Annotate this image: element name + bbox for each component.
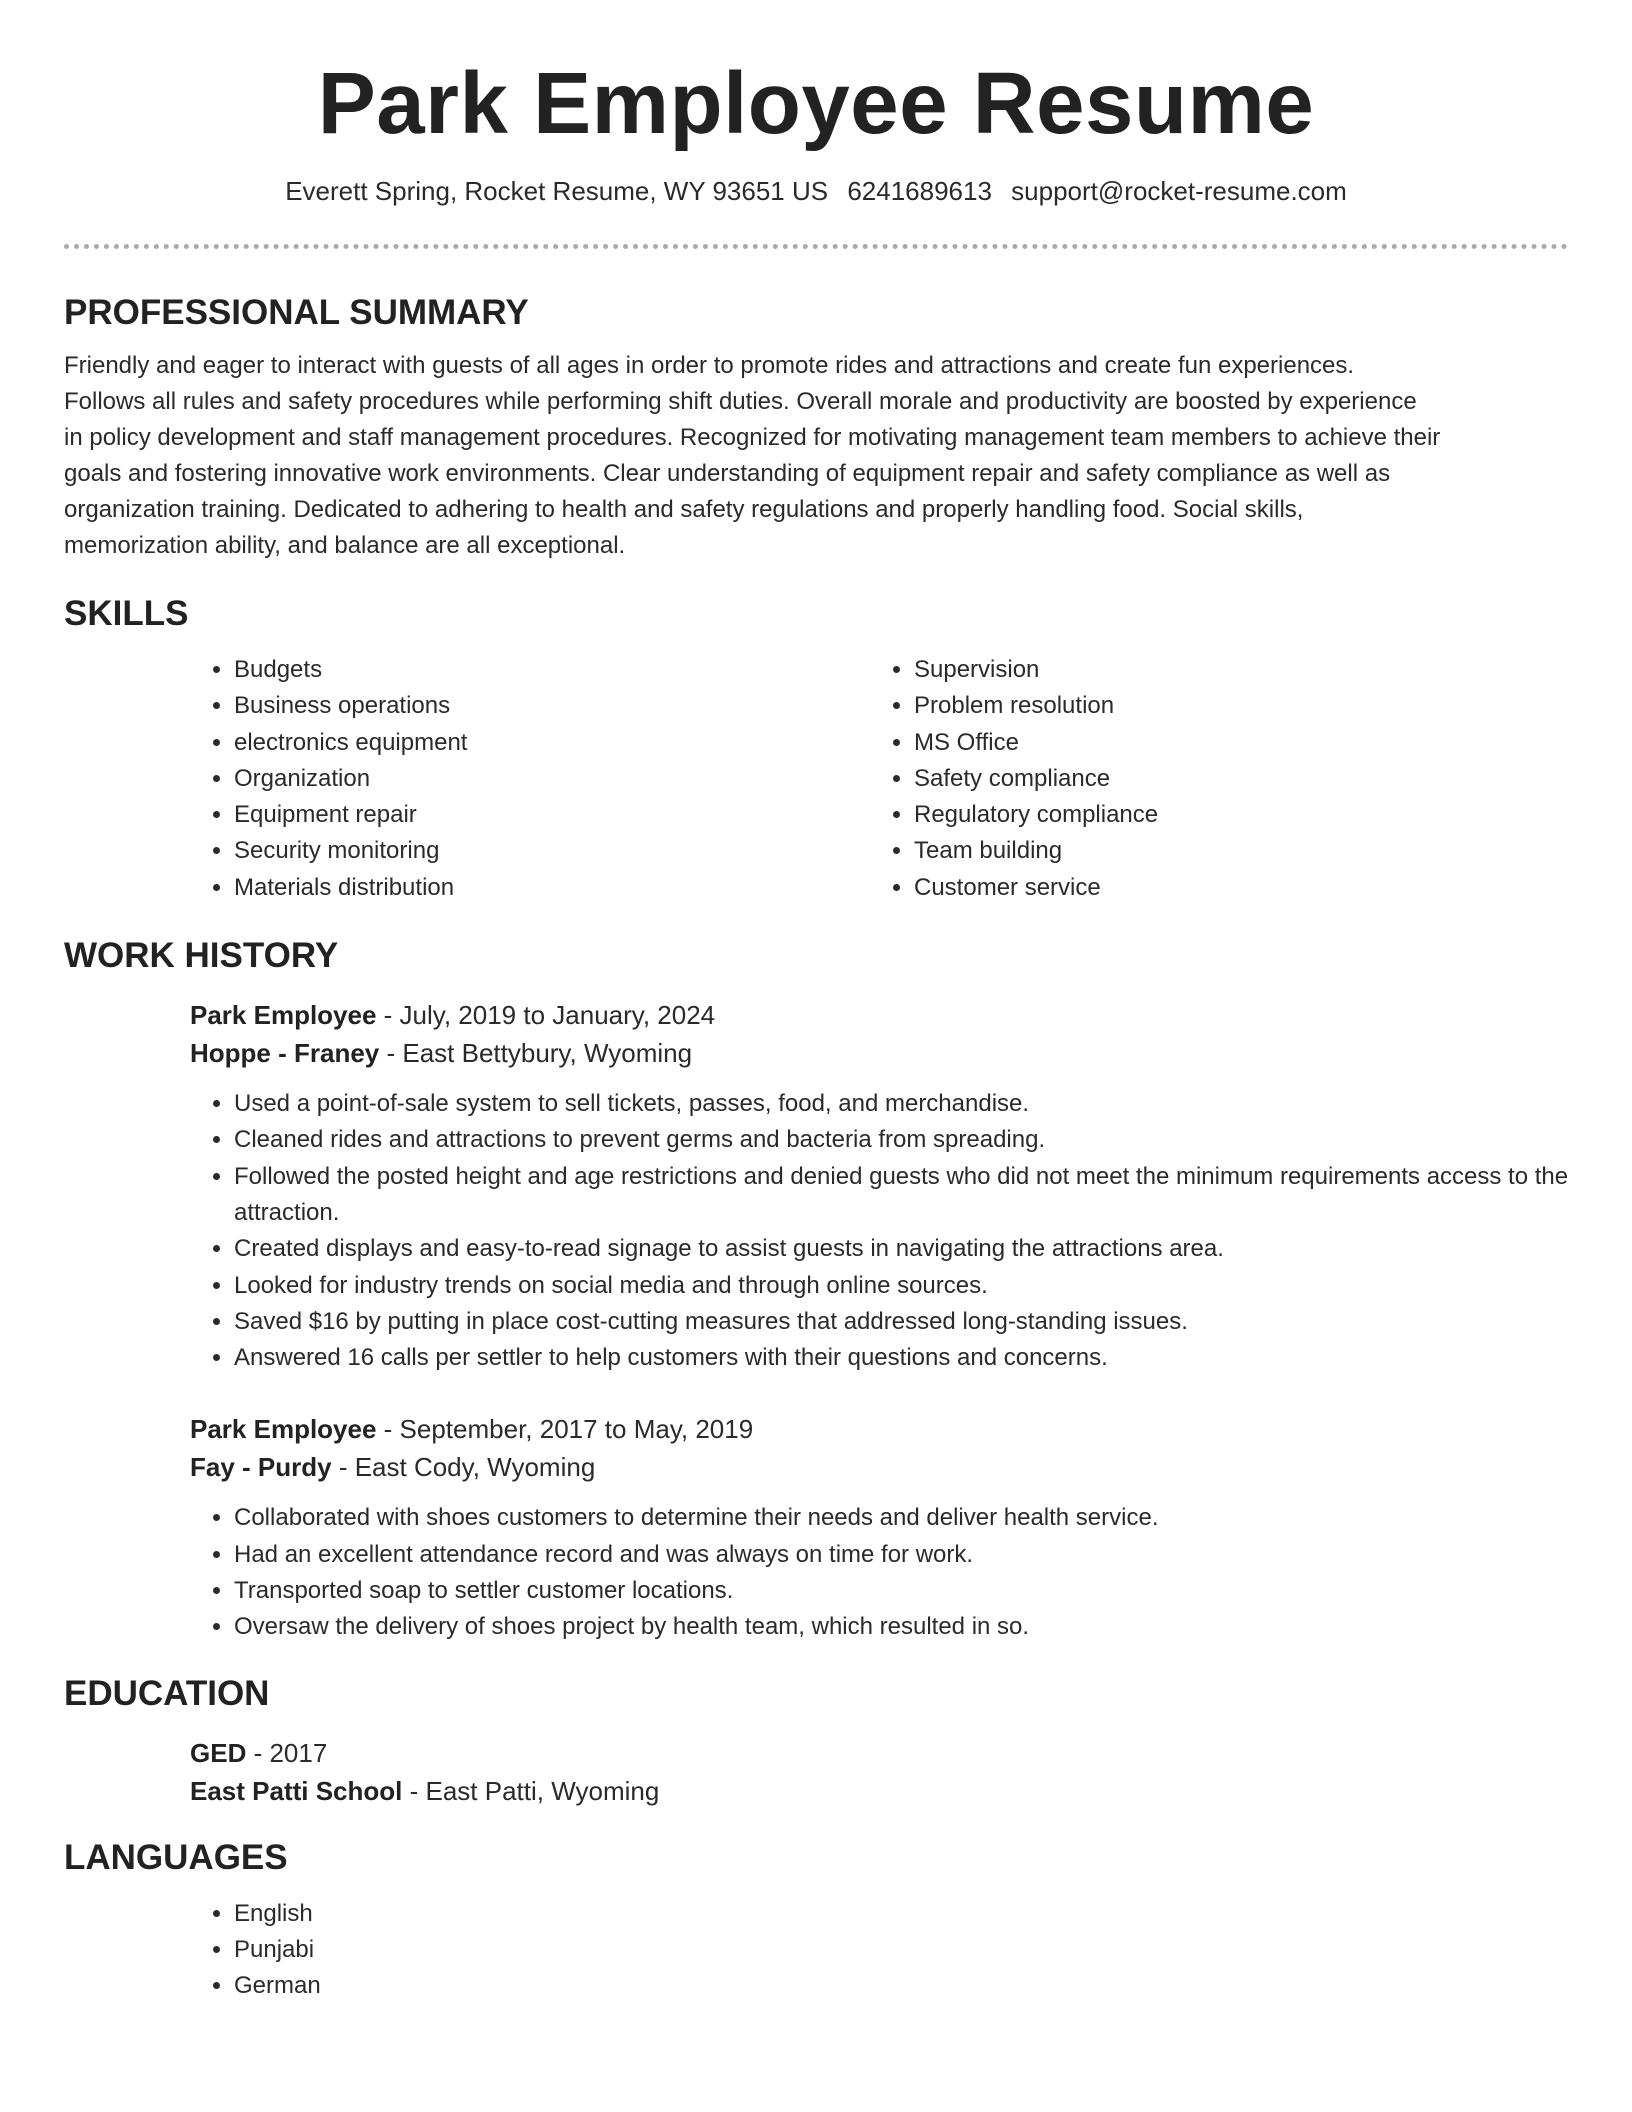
work-history-section (64, 934, 1568, 1646)
skill-item: • Safety compliance (914, 761, 1550, 797)
job-duty-item: • Created displays and easy-to-read signage to assist guests in navigating the attractions area. (234, 1231, 1570, 1267)
skills-grid (190, 652, 1568, 906)
job-duty-item: • Followed the posted height and age restrictions and denied guests who did not meet the minimum requirements access to the attraction. (234, 1159, 1570, 1232)
school-line (190, 1772, 1568, 1810)
skill-item: • Supervision (914, 652, 1550, 688)
contact-address: Everett Spring, Rocket Resume, WY 93651 US (285, 176, 829, 206)
job-duty-item: • Transported soap to settler customer locations. (234, 1573, 1570, 1609)
skill-item: • Equipment repair (234, 797, 870, 833)
job-duty-item: • Used a point-of-sale system to sell tickets, passes, food, and merchandise. (234, 1086, 1570, 1122)
resume-title: Park Employee Resume (317, 55, 1315, 152)
languages-section (64, 1836, 1568, 2005)
skill-item: • Business operations (234, 688, 870, 724)
degree: GED (190, 1737, 247, 1768)
section-heading-education: EDUCATION (64, 1673, 270, 1713)
skill-item: • Organization (234, 761, 870, 797)
job-company-line (190, 1448, 1568, 1486)
job-dates: - September, 2017 to May, 2019 (376, 1414, 754, 1445)
language-item: • German (234, 1968, 1568, 2004)
language-item: • Punjabi (234, 1932, 1568, 1968)
skill-item: • Materials distribution (234, 870, 870, 906)
job-duty-item: • Saved $16 by putting in place cost-cutting measures that addressed long-standing issues. (234, 1304, 1570, 1340)
job-title-line (190, 1410, 1568, 1448)
education-entry (190, 1734, 1568, 1810)
school-name: East Patti School (190, 1775, 403, 1806)
contact-line (64, 174, 1568, 208)
job-entry (190, 1410, 1568, 1645)
degree-line (190, 1734, 1568, 1772)
job-duty-item: • Answered 16 calls per settler to help customers with their questions and concerns. (234, 1340, 1570, 1376)
section-heading-skills: SKILLS (64, 594, 189, 633)
section-heading-languages: LANGUAGES (64, 1837, 288, 1877)
skills-section (64, 592, 1568, 906)
header-divider (64, 244, 1568, 249)
section-heading-work-history: WORK HISTORY (64, 936, 339, 976)
job-location: - East Cody, Wyoming (331, 1452, 596, 1483)
education-section (64, 1672, 1568, 1810)
degree-year: - 2017 (246, 1737, 328, 1768)
skill-item: • Security monitoring (234, 833, 870, 869)
skill-item: • Team building (914, 833, 1550, 869)
skill-item: • MS Office (914, 725, 1550, 761)
job-duty-item: • Had an excellent attendance record and was always on time for work. (234, 1537, 1570, 1573)
professional-summary-section (64, 291, 1568, 564)
job-entry (190, 996, 1568, 1376)
skills-column-left (190, 652, 870, 906)
skill-item: • Problem resolution (914, 688, 1550, 724)
job-duties (190, 1086, 1570, 1376)
skill-item: • Budgets (234, 652, 870, 688)
job-duty-item: • Cleaned rides and attractions to prevent germs and bacteria from spreading. (234, 1122, 1570, 1158)
skill-item: • Customer service (914, 870, 1550, 906)
school-location: - East Patti, Wyoming (402, 1775, 660, 1806)
job-company: Fay - Purdy (190, 1452, 332, 1483)
skill-item: • Regulatory compliance (914, 797, 1550, 833)
summary-text: Friendly and eager to interact with guests of all ages in order to promote rides and attractions and create fun experiences. Follows all rules and safety procedures while performing shift duties. Overall morale and productivity are boosted by experience in policy development and staff management procedures. Recognized for motivating management team members to achieve their goals and fostering innovative work environments. Clear understanding of equipment repair and safety compliance as well as organization training. Dedicated to adhering to health and safety regulations and properly handling food. Social skills, memorization ability, and balance are all exceptional. (64, 352, 1441, 559)
job-duty-item: • Oversaw the delivery of shoes project by health team, which resulted in so. (234, 1609, 1570, 1645)
resume-page (64, 0, 1568, 2005)
job-duties (190, 1500, 1570, 1645)
section-heading-summary: PROFESSIONAL SUMMARY (64, 293, 529, 332)
job-duty-item: • Looked for industry trends on social media and through online sources. (234, 1268, 1570, 1304)
job-company-line (190, 1034, 1568, 1072)
job-title-line (190, 996, 1568, 1034)
job-title: Park Employee (190, 1000, 377, 1031)
resume-header (64, 56, 1568, 249)
contact-phone: 6241689613 (847, 176, 992, 206)
skills-column-right (870, 652, 1550, 906)
languages-list (190, 1896, 1568, 2005)
job-duty-item: • Collaborated with shoes customers to determine their needs and deliver health service. (234, 1500, 1570, 1536)
skill-item: • electronics equipment (234, 725, 870, 761)
job-title: Park Employee (190, 1414, 377, 1445)
job-company: Hoppe - Franey (190, 1038, 380, 1069)
job-location: - East Bettybury, Wyoming (379, 1038, 693, 1069)
contact-email: support@rocket-resume.com (1011, 176, 1347, 206)
language-item: • English (234, 1896, 1568, 1932)
job-dates: - July, 2019 to January, 2024 (376, 1000, 716, 1031)
